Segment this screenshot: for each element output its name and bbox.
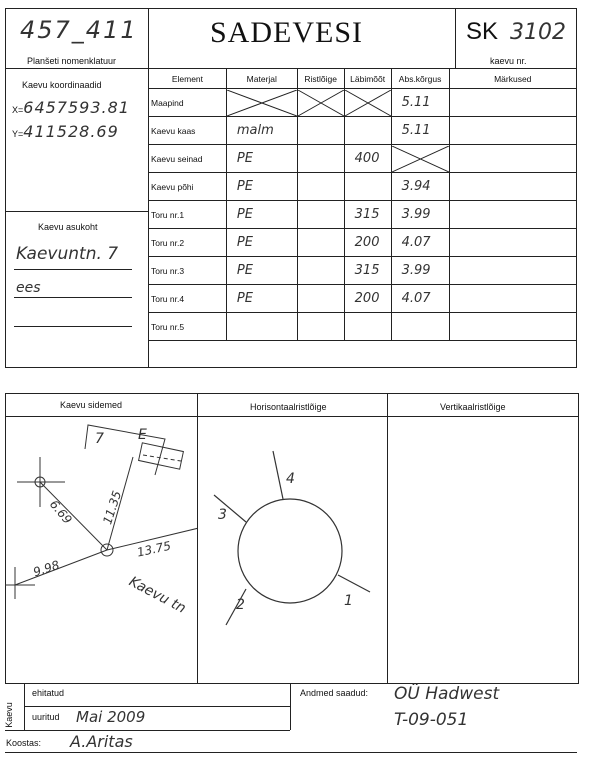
abs-height-cell: [391, 145, 449, 173]
horizontal-section-drawing: [198, 417, 387, 683]
coordinates-label: Kaevu koordinaadid: [22, 80, 102, 90]
pipe-label-4: 4: [286, 471, 295, 487]
material-cell-text: PE: [236, 291, 253, 306]
diameter-cell: [344, 313, 391, 341]
element-cell: [149, 257, 227, 285]
element-cell: [149, 173, 227, 201]
building-number: 7: [95, 431, 104, 447]
surveyed-value: Mai 2009: [76, 708, 146, 726]
element-cell-text: Kaevu seinad: [151, 153, 203, 164]
notes-cell: [449, 89, 576, 117]
notes-cell: [449, 229, 576, 257]
cross-section-cell: [297, 145, 344, 173]
diameter-cell: [344, 285, 391, 313]
abs-height-cell: [391, 173, 449, 201]
element-cell: [149, 313, 227, 341]
built-label: ehitatud: [32, 688, 65, 698]
street-label: Kaevu tn: [126, 573, 189, 617]
diameter-cell: [344, 257, 391, 285]
material-cell: [226, 89, 297, 117]
abs-height-cell-text: 3.99: [401, 207, 431, 222]
table-row: [149, 173, 577, 201]
header-notes: Märkused: [449, 69, 576, 89]
pipe-label-1: 1: [344, 593, 353, 609]
cross-section-cell: [297, 229, 344, 257]
abs-height-cell-text: 3.99: [401, 263, 431, 278]
notes-cell: [449, 173, 576, 201]
cross-out-mark: [298, 90, 344, 116]
tie-line-3: [15, 550, 107, 585]
header-abs-height: Abs.kõrgus: [391, 69, 449, 89]
diameter-cell: [344, 173, 391, 201]
diameter-cell-text: 200: [354, 291, 380, 306]
diameter-cell: [344, 229, 391, 257]
element-cell-text: Kaevu põhi: [151, 181, 194, 192]
surveyed-label: uuritud: [32, 712, 60, 722]
building-letter: E: [138, 427, 147, 443]
sheet-label: Planšeti nomenklatuur: [27, 56, 117, 66]
material-cell-text: PE: [236, 179, 253, 194]
table-header-row: [149, 69, 577, 89]
data-source-label: Andmed saadud:: [300, 688, 369, 698]
material-cell: [226, 117, 297, 145]
element-cell: [149, 145, 227, 173]
header-cross-section: Ristlõige: [297, 69, 344, 89]
material-cell-text: PE: [236, 263, 253, 278]
notes-cell: [449, 201, 576, 229]
table-row: [149, 117, 577, 145]
element-cell-text: Toru nr.5: [151, 321, 185, 332]
y-prefix: Y=: [12, 129, 24, 139]
y-value: 411528.69: [23, 122, 119, 141]
cross-out-mark: [227, 90, 297, 116]
location-line2: ees: [16, 280, 41, 296]
element-cell-text: Toru nr.2: [151, 237, 185, 248]
element-cell: [149, 285, 227, 313]
abs-height-cell-text: 5.11: [401, 95, 431, 110]
material-cell: [226, 257, 297, 285]
element-cell: [149, 201, 227, 229]
horizontal-section-label: Horisontaalristlõige: [250, 402, 327, 412]
table-row: [149, 89, 577, 117]
material-cell: [226, 313, 297, 341]
distance-1: 6.69: [46, 497, 75, 527]
distance-2: 11.35: [100, 489, 125, 527]
sheet-number: 457_411: [20, 16, 138, 44]
x-value: 6457593.81: [23, 98, 130, 117]
material-cell-text: PE: [236, 151, 253, 166]
notes-cell: [449, 257, 576, 285]
cross-section-cell: [297, 89, 344, 117]
abs-height-cell-text: 4.07: [401, 235, 431, 250]
building-hatch: [139, 443, 184, 469]
material-cell-text: PE: [236, 235, 253, 250]
material-cell: [226, 285, 297, 313]
element-cell-text: Toru nr.3: [151, 265, 185, 276]
location-label: Kaevu asukoht: [38, 222, 98, 232]
element-cell-text: Toru nr.1: [151, 209, 185, 220]
header-material: Materjal: [226, 69, 297, 89]
element-cell: [149, 117, 227, 145]
cross-section-cell: [297, 173, 344, 201]
pipe-label-3: 3: [218, 507, 227, 523]
table-row: [149, 313, 577, 341]
well-prefix: SK: [466, 18, 499, 45]
diameter-cell: [344, 145, 391, 173]
element-cell: [149, 89, 227, 117]
pipe-1: [338, 575, 370, 592]
cross-section-cell: [297, 313, 344, 341]
location-line1: Kaevuntn. 7: [16, 244, 119, 264]
material-cell: [226, 145, 297, 173]
abs-height-cell-text: 5.11: [401, 123, 431, 138]
cross-section-cell: [297, 201, 344, 229]
abs-height-cell-text: 3.94: [401, 179, 431, 194]
abs-height-cell: [391, 229, 449, 257]
diameter-cell-text: 315: [354, 207, 380, 222]
notes-cell: [449, 313, 576, 341]
element-cell-text: Toru nr.4: [151, 293, 185, 304]
diameter-cell-text: 200: [354, 235, 380, 250]
footer-side-label: Kaevu: [3, 702, 14, 728]
well-label: kaevu nr.: [490, 56, 527, 66]
author-signature: A.Aritas: [70, 732, 133, 751]
abs-height-cell: [391, 313, 449, 341]
data-source-line1: OÜ Hadwest: [394, 684, 500, 704]
table-row: [149, 229, 577, 257]
table-row: [149, 285, 577, 313]
pipe-4: [273, 451, 283, 499]
element-cell-text: Maapind: [151, 97, 184, 108]
notes-cell: [449, 145, 576, 173]
data-source-line2: T-09-051: [394, 710, 469, 730]
element-cell: [149, 229, 227, 257]
x-prefix: X=: [12, 105, 24, 115]
header-diameter: Läbimõõt: [344, 69, 391, 89]
table-row: [149, 145, 577, 173]
pipe-label-2: 2: [236, 597, 245, 613]
material-cell: [226, 201, 297, 229]
cross-out-mark: [392, 146, 449, 172]
material-cell-text: malm: [236, 123, 274, 138]
abs-height-cell: [391, 89, 449, 117]
table-row: [149, 201, 577, 229]
abs-height-cell: [391, 257, 449, 285]
diameter-cell: [344, 117, 391, 145]
diameter-cell: [344, 89, 391, 117]
abs-height-cell: [391, 285, 449, 313]
well-number: 3102: [510, 20, 566, 45]
diameter-cell-text: 315: [354, 263, 380, 278]
notes-cell: [449, 117, 576, 145]
cross-section-cell: [297, 285, 344, 313]
x-coordinate: [12, 98, 130, 118]
material-cell: [226, 229, 297, 257]
well-circle: [238, 499, 342, 603]
page-title: SADEVESI: [210, 16, 364, 49]
well-ties-sketch: [5, 417, 197, 683]
element-cell-text: Kaevu kaas: [151, 125, 196, 136]
cross-out-mark: [345, 90, 391, 116]
distance-4: 13.75: [135, 538, 173, 560]
sidemed-label: Kaevu sidemed: [60, 400, 123, 410]
cross-section-cell: [297, 117, 344, 145]
distance-3: 9.98: [31, 557, 62, 580]
vertical-section-label: Vertikaalristlõige: [440, 402, 506, 412]
cross-section-cell: [297, 257, 344, 285]
abs-height-cell: [391, 117, 449, 145]
y-coordinate: [12, 122, 119, 142]
abs-height-cell-text: 4.07: [401, 291, 431, 306]
diameter-cell: [344, 201, 391, 229]
material-cell: [226, 173, 297, 201]
elements-table: [148, 68, 577, 341]
material-cell-text: PE: [236, 207, 253, 222]
author-label: Koostas:: [6, 738, 42, 748]
abs-height-cell: [391, 201, 449, 229]
diameter-cell-text: 400: [354, 151, 380, 166]
notes-cell: [449, 285, 576, 313]
header-element: Element: [149, 69, 227, 89]
table-row: [149, 257, 577, 285]
